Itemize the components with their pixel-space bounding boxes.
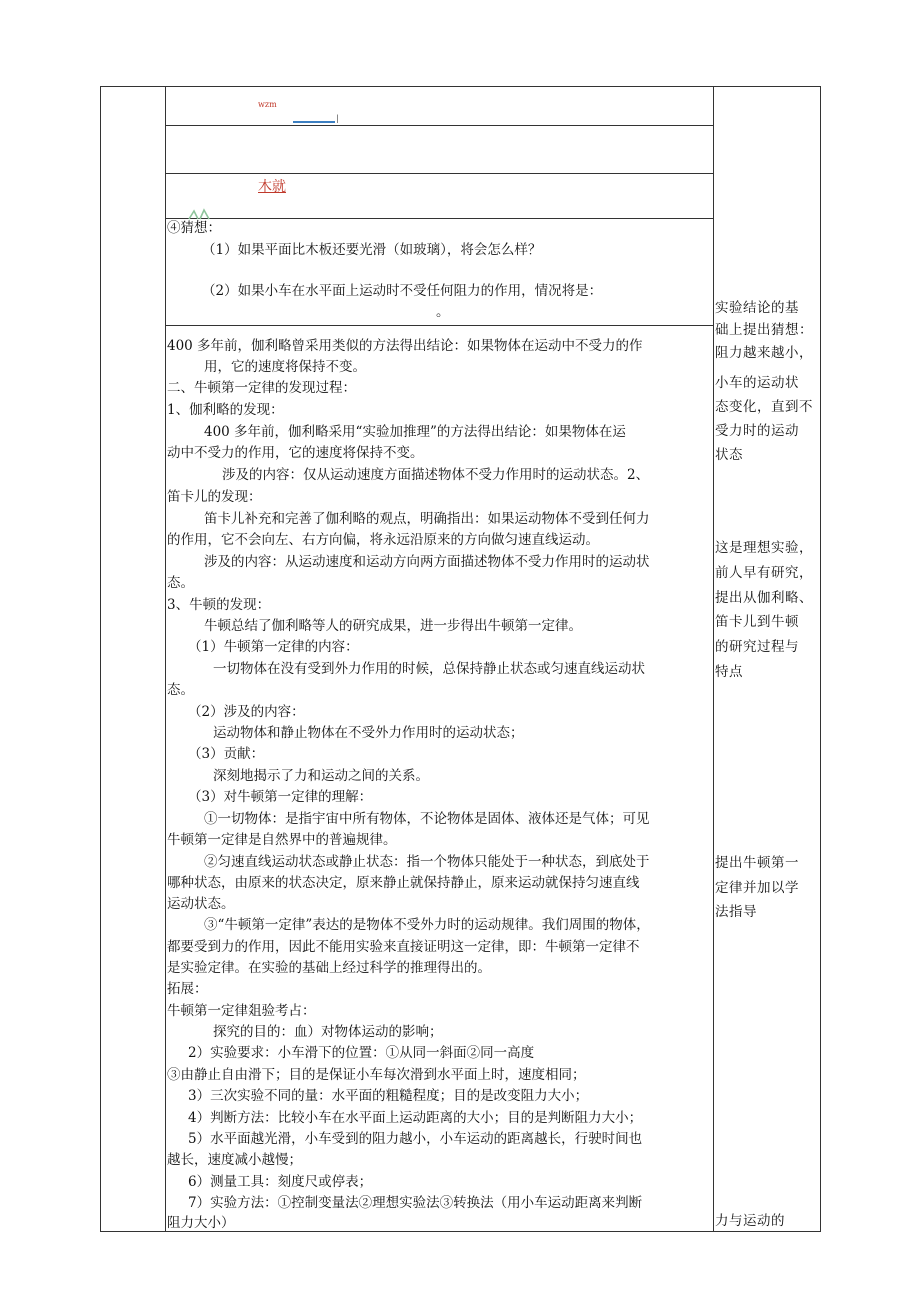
main-line: ①一切物体：是指宇宙中所有物体，不论物体是固体、液体还是气体；可见 <box>204 811 650 827</box>
guess-heading: ④猜想： <box>167 220 221 236</box>
column-divider-left <box>165 86 166 1232</box>
main-line: 阻力大小） <box>167 1215 235 1231</box>
side-note-line: 的研究过程与 <box>715 639 799 655</box>
main-line: 运动物体和静止物体在不受外力作用时的运动状态； <box>213 725 524 741</box>
main-line: 6）测量工具：刻度尺或停表； <box>188 1174 373 1190</box>
row-divider-2 <box>165 173 713 174</box>
side-note-line: 实验结论的基 <box>715 300 799 316</box>
main-line: 3）三次实验不同的量：水平面的粗糙程度；目的是改变阻力大小； <box>188 1088 589 1104</box>
main-line: 深刻地揭示了力和运动之间的关系。 <box>213 768 429 784</box>
main-line: 2）实验要求：小车滑下的位置：①从同一斜面②同一高度 <box>188 1045 535 1061</box>
experiment-figure-bar <box>293 121 335 123</box>
experiment-figure-label: wzm <box>258 100 277 109</box>
row-divider-3 <box>165 218 713 219</box>
main-line: 探究的目的：血）对物体运动的影响； <box>213 1024 443 1040</box>
side-note-line: 前人早有研究， <box>715 565 813 581</box>
main-line: 400 多年前，伽利略曾采用类似的方法得出结论：如果物体在运动中不受力的作 <box>167 338 643 354</box>
guess-question-1: （1）如果平面比木板还要光滑（如玻璃），将会怎么样？ <box>202 242 542 258</box>
wood-board-label: 木就 <box>258 179 286 195</box>
row-divider-1 <box>165 125 713 126</box>
main-line: 牛顿第一定律爼验考占： <box>167 1003 316 1019</box>
main-line: 400 多年前，伽利略采用“实验加推理”的方法得出结论：如果物体在运 <box>204 424 626 440</box>
main-line: 涉及的内容：仅从运动速度方面描述物体不受力作用时的运动状态。2、 <box>222 467 650 483</box>
main-line: 笛卡儿补充和完善了伽利略的观点，明确指出：如果运动物体不受到任何力 <box>204 511 650 527</box>
side-note-line: 这是理想实验， <box>715 540 813 556</box>
side-note-line: 态变化，直到不 <box>715 399 813 415</box>
side-note-line: 础上提出猜想： <box>715 322 813 338</box>
side-note-line: 受力时的运动 <box>715 423 799 439</box>
main-line: 是实验定律。在实验的基础上经过科学的推理得出的。 <box>167 960 491 976</box>
main-line: 涉及的内容：从运动速度和运动方向两方面描述物体不受力作用时的运动状 <box>204 554 650 570</box>
side-note-line: 提出从伽利略、 <box>715 590 813 606</box>
side-note-line: 法指导 <box>715 904 757 920</box>
sub-heading: 3、牛顿的发现： <box>167 597 271 613</box>
guess-question-2: （2）如果小车在水平面上运动时不受任何阻力的作用，情况将是： <box>202 283 603 299</box>
main-line: 5）水平面越光滑，小车受到的阻力越小，小车运动的距离越长，行驶时间也 <box>188 1131 643 1147</box>
side-note-force-motion: 力与运动的 <box>715 1213 785 1229</box>
side-note-line: 阻力越来越小， <box>715 345 813 361</box>
main-line: 态。 <box>167 682 194 698</box>
main-line: （3）贡献： <box>188 746 265 762</box>
main-line: 牛顿总结了伽利略等人的研究成果，进一步得出牛顿第一定律。 <box>204 618 582 634</box>
main-line: 用，它的速度将保持不变。 <box>204 359 366 375</box>
side-note-line: 提出牛顿第一 <box>715 855 799 871</box>
main-line: （1）牛顿第一定律的内容： <box>188 639 359 655</box>
experiment-figure-tick: | <box>336 114 339 123</box>
guess-question-2-blank-end: 。 <box>436 304 450 320</box>
side-note-line: 定律并加以学 <box>715 880 799 896</box>
main-line: 一切物体在没有受到外力作用的时候，总保持静止状态或匀速直线运动状 <box>213 661 645 677</box>
main-line: 的作用，它不会向左、右方向偏，将永远沿原来的方向做匀速直线运动。 <box>167 532 599 548</box>
main-line: 笛卡儿的发现： <box>167 489 262 505</box>
sub-heading: 1、伽利略的发现： <box>167 402 284 418</box>
main-line: ③“牛顿第一定律”表达的是物体不受外力时的运动规律。我们周围的物体， <box>204 917 650 933</box>
main-line: 态。 <box>167 575 194 591</box>
main-line: （3）对牛顿第一定律的理解： <box>188 789 373 805</box>
main-line: ②匀速直线运动状态或静止状态：指一个物体只能处于一种状态，到底处于 <box>204 854 650 870</box>
side-note-line: 小车的运动状 <box>715 375 799 391</box>
main-line: （2）涉及的内容： <box>188 704 305 720</box>
main-line: 4）判断方法：比较小车在水平面上运动距离的大小；目的是判断阻力大小； <box>188 1110 643 1126</box>
main-line: 越长，速度减小越慢； <box>167 1152 302 1168</box>
main-line: 运动状态。 <box>167 896 235 912</box>
column-divider-right <box>713 86 714 1232</box>
main-line: 哪种状态，由原来的状态决定，原来静止就保持静止，原来运动就保持匀速直线 <box>167 875 640 891</box>
side-note-line: 状态 <box>715 447 743 463</box>
section-heading: 二、牛顿第一定律的发现过程： <box>167 380 356 396</box>
main-line: 牛顿第一定律是自然界中的普遍规律。 <box>167 832 397 848</box>
main-line: 拓展： <box>167 981 208 997</box>
main-line: ③由静止自由滑下；目的是保证小车每次滑到水平面上时，速度相同； <box>167 1067 586 1083</box>
row-divider-4 <box>165 325 713 326</box>
main-line: 动中不受力的作用，它的速度将保持不变。 <box>167 445 424 461</box>
side-note-line: 特点 <box>715 664 743 680</box>
main-line: 都要受到力的作用，因此不能用实验来直接证明这一定律，即：牛顿第一定律不 <box>167 939 640 955</box>
side-note-line: 笛卡儿到牛顿 <box>715 614 799 630</box>
main-line: 7）实验方法：①控制变量法②理想实验法③转换法（用小车运动距离来判断 <box>188 1195 643 1211</box>
